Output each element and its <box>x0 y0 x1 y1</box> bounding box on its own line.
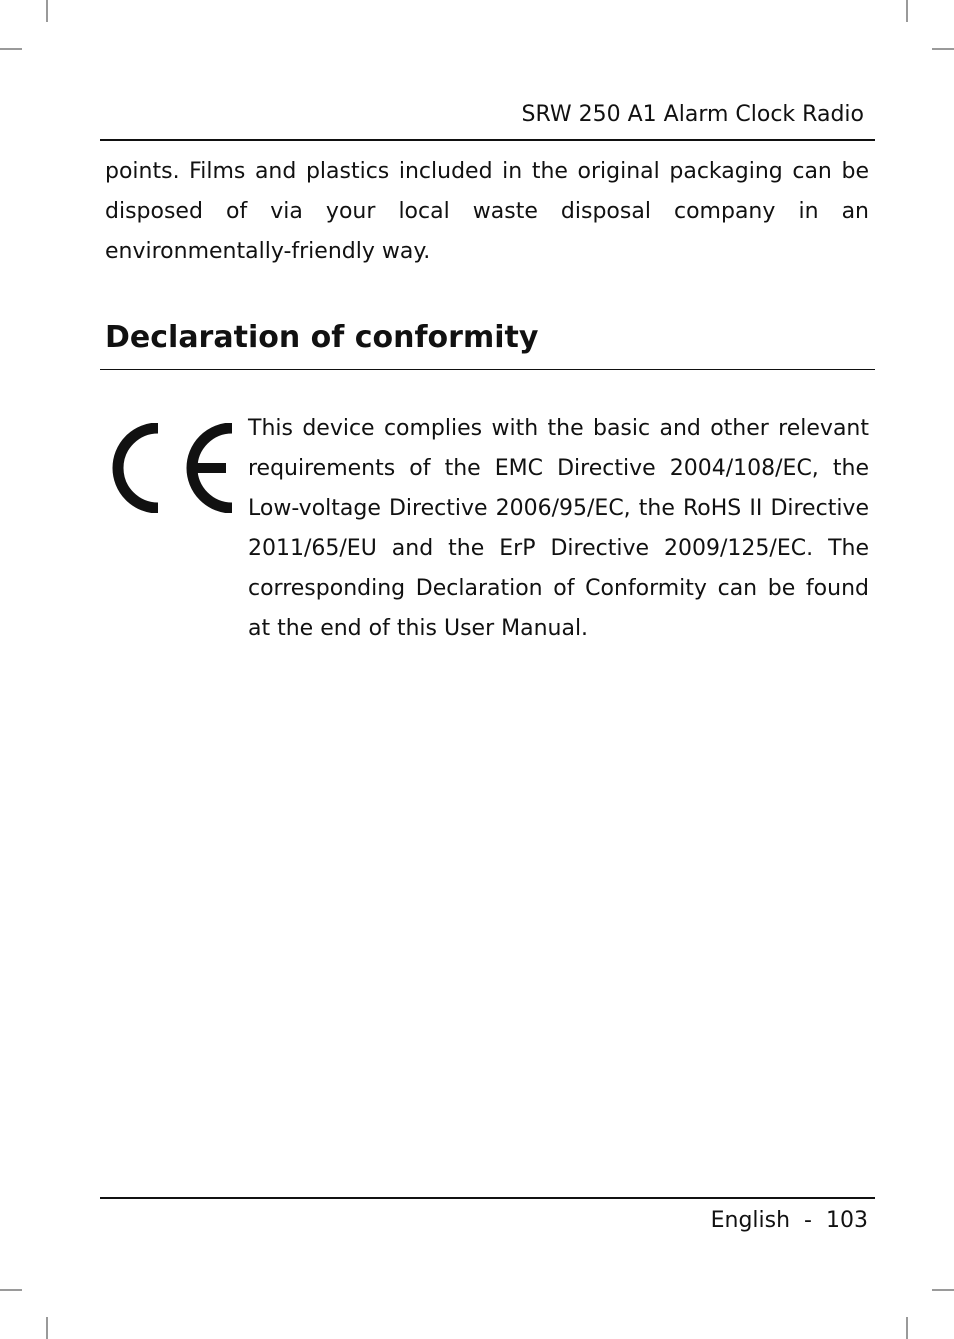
footer-page-info <box>711 1206 868 1236</box>
crop-mark-bottom-right-h <box>932 1289 954 1291</box>
header-title: SRW 250 A1 Alarm Clock Radio <box>521 102 864 127</box>
crop-mark-bottom-left-h <box>0 1289 22 1291</box>
crop-mark-bottom-left <box>46 1317 48 1339</box>
footer-language: English <box>710 1208 791 1233</box>
footer-separator: - <box>804 1208 812 1233</box>
crop-mark-top-right <box>906 0 908 22</box>
section-rule <box>100 369 875 370</box>
intro-paragraph: points. Films and plastics included in the original packaging can be disposed of via your local waste disposal company in an environmentally-friendly way. <box>105 159 869 264</box>
ce-mark-icon <box>110 423 234 513</box>
footer-page-number: 103 <box>826 1208 868 1233</box>
section-heading: Declaration of conformity <box>105 320 539 355</box>
footer-rule <box>100 1197 875 1199</box>
header-rule <box>100 139 875 141</box>
crop-mark-top-right-h <box>932 48 954 50</box>
conformity-paragraph: This device complies with the basic and other relevant requirements of the EMC Directive 2004/108/EC, the Low-voltage Directive 2006/95/EC, the RoHS II Directive 2011/65/EU and the ErP Directive 2009/125/EC. The corresponding Declaration of Conformity can be found at the end of this User Manual. <box>248 416 869 641</box>
crop-mark-top-left <box>46 0 48 22</box>
crop-mark-bottom-right <box>906 1317 908 1339</box>
crop-mark-top-left-h <box>0 48 22 50</box>
